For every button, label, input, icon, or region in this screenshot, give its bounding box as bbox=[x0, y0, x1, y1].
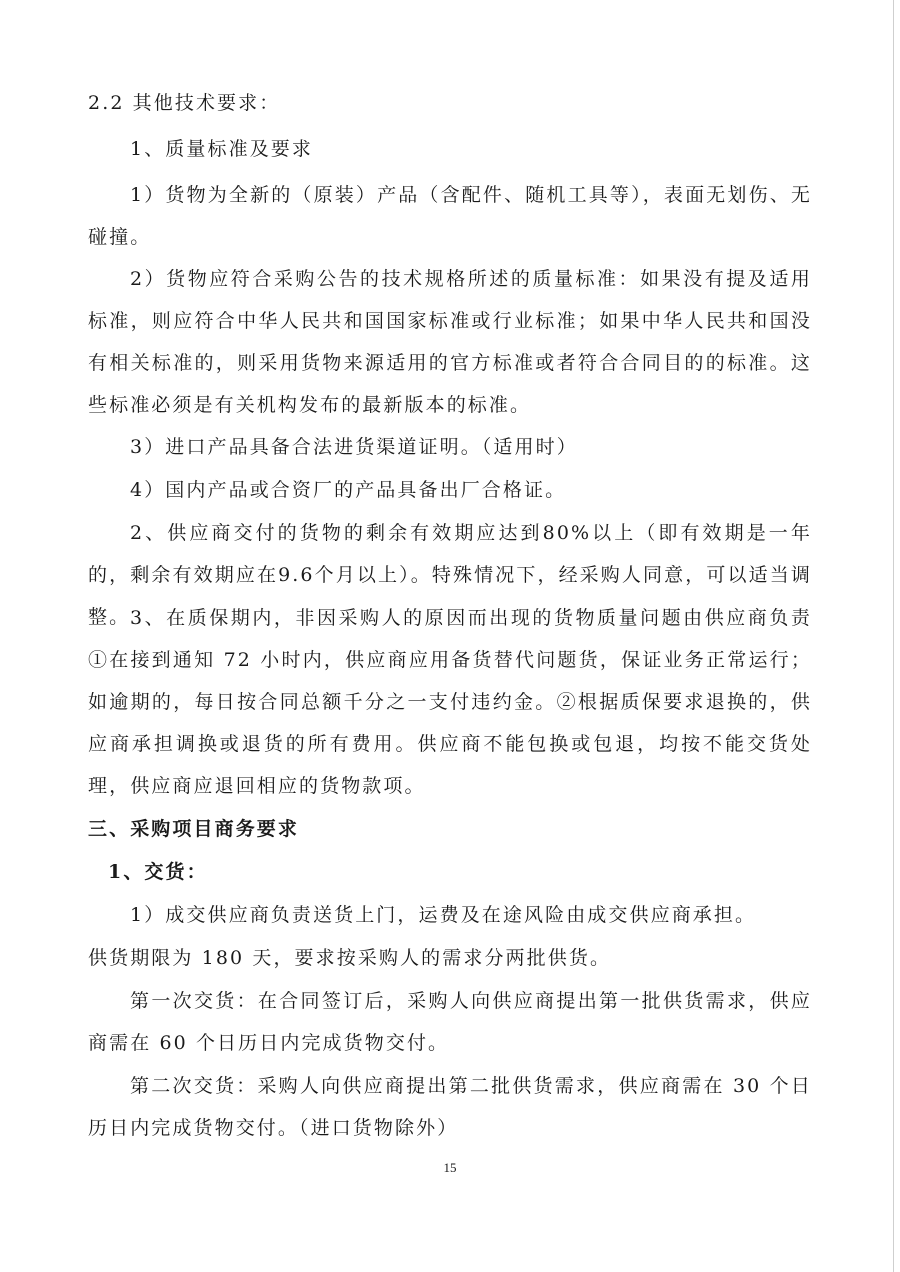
subheading-delivery: 1、交货： bbox=[108, 861, 208, 883]
paragraph-delivery-responsibility: 1）成交供应商负责送货上门，运费及在途风险由成交供应商承担。 bbox=[130, 904, 757, 926]
subheading-quality-standards: 1、质量标准及要求 bbox=[130, 138, 313, 160]
paragraph-import-proof: 3）进口产品具备合法进货渠道证明。（适用时） bbox=[130, 436, 578, 458]
page-number: 15 bbox=[443, 1160, 457, 1175]
paragraph-shelf-life: 2、供应商交付的货物的剩余有效期应达到80%以上（即有效期是一年的，剩余有效期应在9.6个月以上）。特殊情况下，经采购人同意，可以适当调整。 bbox=[88, 522, 812, 628]
paragraph-warranty: 3、在质保期内，非因采购人的原因而出现的货物质量问题由供应商负责①在接到通知 72 小时内，供应商应用备货替代问题货，保证业务正常运行；如逾期的，每日按合同总额千分之一支付违约金。②根据质保要求退换的，供应商承担调换或退货的所有费用。供应商不能包换或包退，均按不能交货处理，供应商应退回相应的货物款项。 bbox=[88, 607, 812, 797]
section-heading-2-2: 2.2 其他技术要求： bbox=[88, 92, 281, 114]
paragraph-domestic-certificate: 4）国内产品或合资厂的产品具备出厂合格证。 bbox=[130, 479, 567, 501]
paragraph-second-delivery: 第二次交货：采购人向供应商提出第二批供货需求，供应商需在 30 个日历日内完成货物交付。（进口货物除外） bbox=[88, 1075, 812, 1139]
paragraph-quality-standard: 2）货物应符合采购公告的技术规格所述的质量标准：如果没有提及适用标准，则应符合中华人民共和国国家标准或行业标准；如果中华人民共和国没有相关标准的，则采用货物来源适用的官方标准或者符合合同目的的标准。这些标准必须是有关机构发布的最新版本的标准。 bbox=[88, 268, 812, 416]
paragraph-delivery-period: 供货期限为 180 天，要求按采购人的需求分两批供货。 bbox=[88, 947, 612, 969]
paragraph-new-goods: 1）货物为全新的（原装）产品（含配件、随机工具等），表面无划伤、无碰撞。 bbox=[88, 184, 812, 248]
paragraph-first-delivery: 第一次交货：在合同签订后，采购人向供应商提出第一批供货需求，供应商需在 60 个日历日内完成货物交付。 bbox=[88, 990, 812, 1054]
scan-edge-line bbox=[893, 0, 894, 1272]
section-heading-business-requirements: 三、采购项目商务要求 bbox=[88, 818, 300, 840]
